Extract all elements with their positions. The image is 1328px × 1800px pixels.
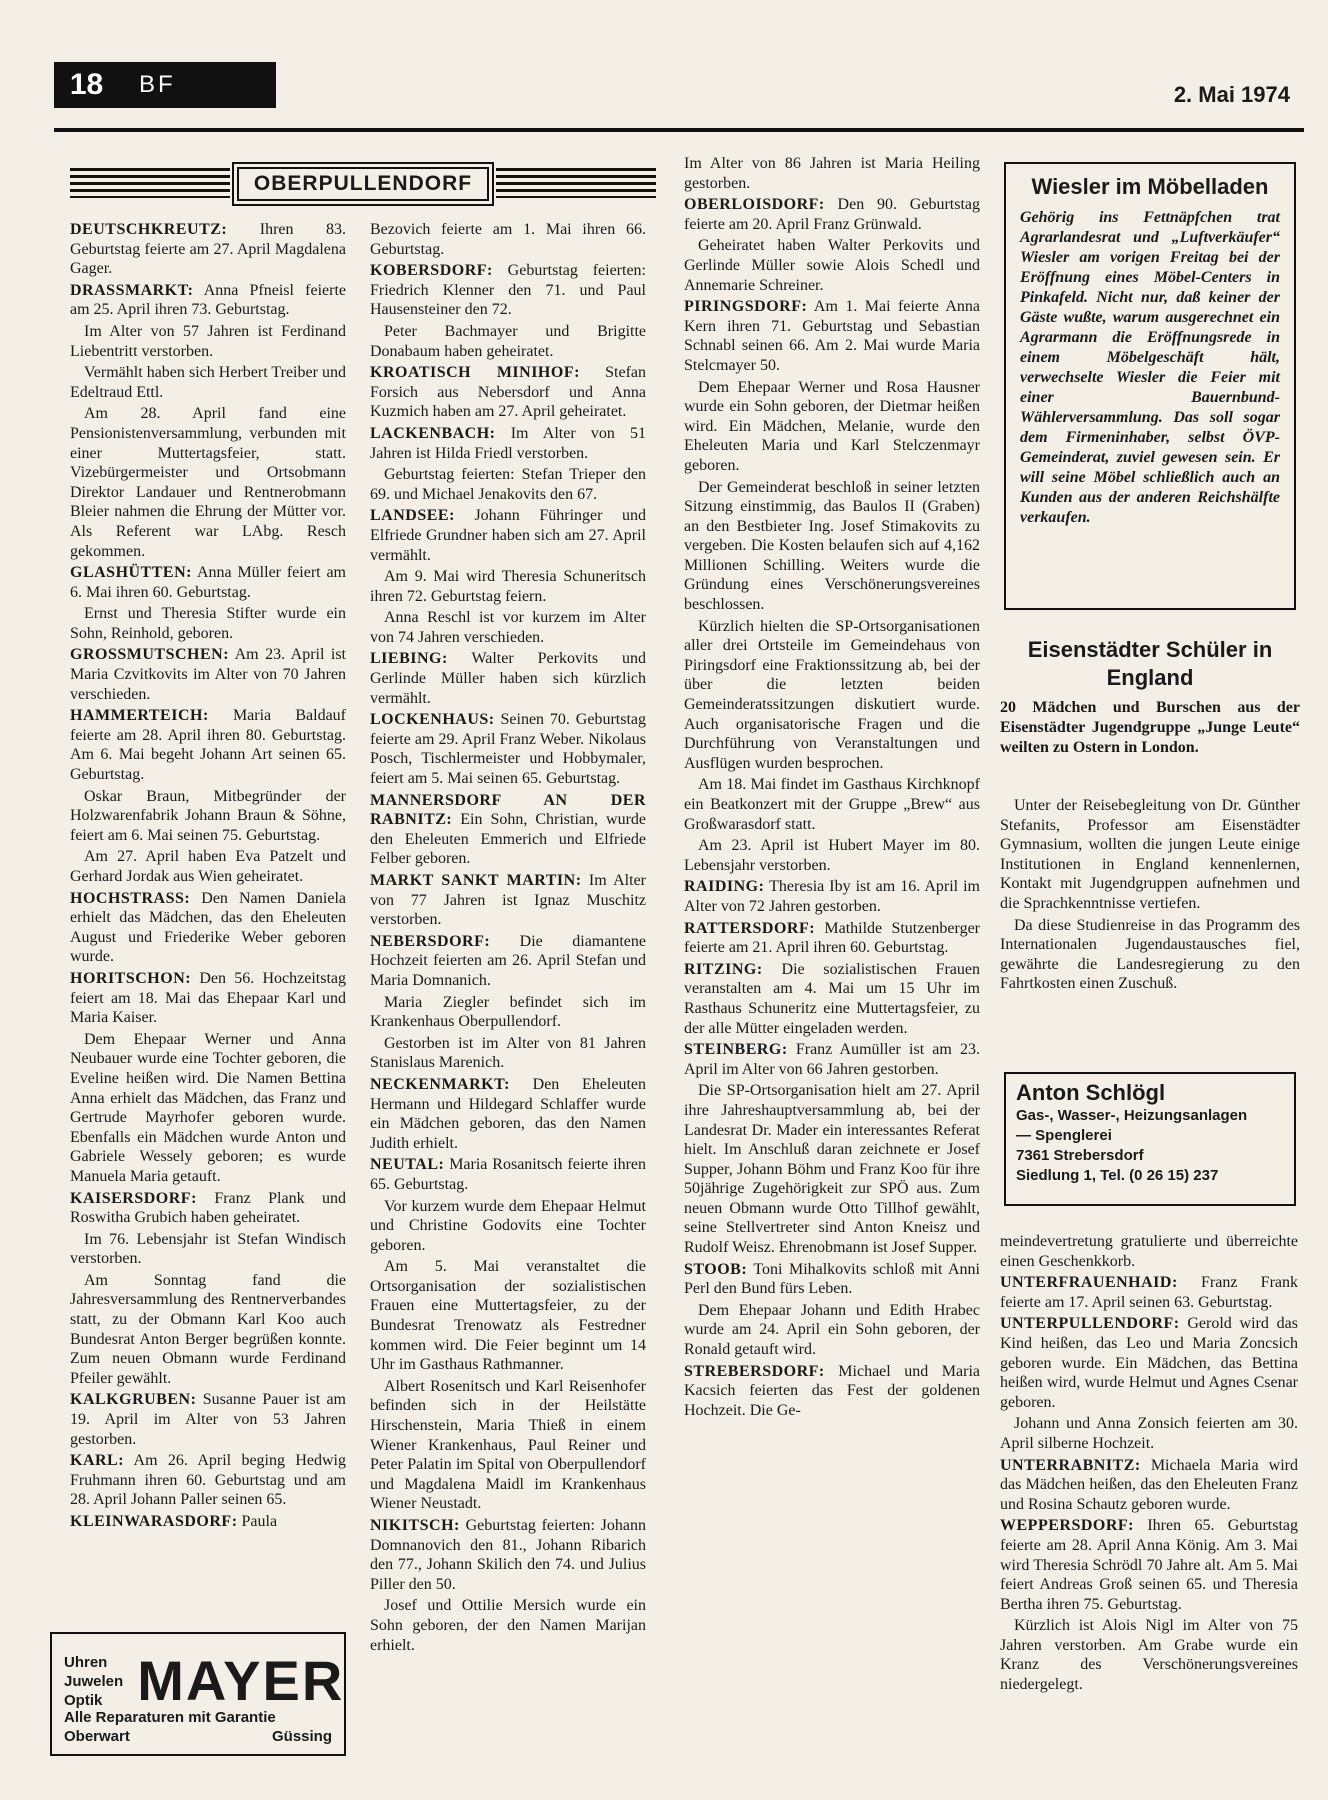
item-text: Maria Rosanitsch feierte ihren 65. Geburtstag.: [370, 1156, 646, 1193]
item-text: Ein Sohn, Christian, wurde den Eheleuten Emmerich und Elfriede Felber geboren.: [370, 811, 646, 868]
item-text: Albert Rosenitsch und Karl Reisenhofer befinden sich in der Heilstätte Hirschenstein, Maria Thieß in einem Wiener Krankenhaus, Paul Reiner und Peter Palatin im Spital von Oberpullendorf und Magdalena Maidl im Krankenhaus Wiener Neustadt.: [370, 1377, 646, 1513]
news-item: [70, 847, 346, 886]
item-text: Am Sonntag fand die Jahresversammlung des Rentnerverbandes statt, zu der Obmann Karl Koo auch Bundesrat Anton Berger begrüßen konnte. Zum neuen Obmann wurde Ferdinand Pfeiler gewählt.: [70, 1271, 346, 1387]
news-item: [684, 195, 980, 234]
news-item: [370, 993, 646, 1032]
news-item: [684, 1081, 980, 1257]
place-name: LOCKENHAUS:: [370, 711, 495, 729]
masthead-stripes-left: [70, 168, 230, 198]
place-name: RATTERSDORF:: [684, 919, 816, 937]
place-name: LACKENBACH:: [370, 424, 496, 442]
news-item: [370, 465, 646, 504]
england-body: [1000, 796, 1300, 996]
item-text: Geburtstag feierten: Friedrich Klenner den 71. und Paul Hausensteiner den 72.: [370, 262, 646, 319]
item-text: Anna Reschl ist vor kurzem im Alter von 74 Jahren verschieden.: [370, 609, 646, 646]
item-text: Vor kurzem wurde dem Ehepaar Helmut und Christine Godovits eine Tochter geboren.: [370, 1197, 646, 1254]
place-name: KAISERSDORF:: [70, 1189, 197, 1207]
page-number-box: [54, 62, 276, 108]
place-name: NEBERSDORF:: [370, 932, 491, 950]
news-item: [70, 969, 346, 1028]
column-1: [70, 220, 346, 1534]
news-item: [684, 960, 980, 1038]
news-item: [70, 563, 346, 602]
item-text: Oskar Braun, Mitbegründer der Holzwarenfabrik Johann Braun & Söhne, feiert am 6. Mai seinen 75. Geburtstag.: [70, 787, 346, 844]
wiesler-body: Gehörig ins Fettnäpfchen trat Agrarlandesrat und „Luftverkäufer“ Wiesler am vorigen Freitag bei der Eröffnung eines Möbel-Centers in Pinkafeld. Nicht nur, daß keiner der Gäste wußte, warum ausgerechnet ein Agrarmann die Eröffnungsrede in einem Möbelgeschäft hält, verwechselte Wiesler die Feier mit einer Bauernbund-Wählerversammlung. Das soll sogar dem Firmeninhaber, selbst ÖVP-Gemeinderat, zuviel gewesen sein. Er will seine Möbel schließlich auch an Kunden aus der anderen Reichshälfte verkaufen.: [1020, 209, 1280, 526]
mayer-left1: Uhren: [64, 1653, 108, 1671]
news-item: [70, 1189, 346, 1228]
item-text: Anna Pfneisl feierte am 25. April ihren 73. Geburtstag.: [70, 281, 346, 319]
item-text: Am 9. Mai wird Theresia Schuneritsch ihren 72. Geburtstag feiern.: [370, 568, 646, 605]
news-item: [70, 787, 346, 846]
news-item: [70, 706, 346, 784]
item-text: Kürzlich hielten die SP-Ortsorganisationen aller drei Ortsteile im Gemeindehaus von Piringsdorf eine Fraktionssitzung ab, bei der über die letzten beiden Gemeinderatssitzungen diskutiert wurde. Auch organisatorische Fragen und die Durchführung von Veranstaltungen und Ausflügen wurden besprochen.: [684, 617, 980, 772]
place-name: HAMMERTEICH:: [70, 707, 209, 725]
item-text: Dem Ehepaar Werner und Anna Neubauer wurde eine Tochter geboren, die Eveline heißen wird. Die Namen Bettina Anna erhielt das Mädchen, das Franz und Gertrude Mayrhofer geboren wurde. Ebenfalls ein Mädchen wurde Anton und Gabriele Wessely geboren; es wurde Manuela Maria getauft.: [70, 1030, 346, 1185]
ad-mayer: [50, 1632, 346, 1756]
item-text: Am 28. April fand eine Pensionistenversammlung, verbunden mit einer Muttertagsfeier, statt. Vizebürgermeister und Ortsobmann Direktor Landauer und Rentnerobmann Bleier nahmen die Ehrung der Mütter vor. Als Referent war LAbg. Resch gekommen.: [70, 405, 346, 560]
place-name: KALKGRUBEN:: [70, 1391, 197, 1409]
news-item: [684, 154, 980, 193]
item-text: Theresia Iby ist am 16. April im Alter von 72 Jahren gestorben.: [684, 878, 980, 915]
item-text: Gestorben ist im Alter von 81 Jahren Stanislaus Marenich.: [370, 1034, 646, 1072]
mayer-left2: Juwelen: [64, 1672, 124, 1690]
header-rule: [54, 128, 1304, 132]
news-item: [1000, 1273, 1298, 1312]
mayer-left3: Optik: [64, 1691, 103, 1709]
news-item: [684, 297, 980, 375]
mayer-town2: Güssing: [271, 1728, 332, 1745]
place-name: HOCHSTRASS:: [70, 889, 191, 907]
news-item: [370, 261, 646, 320]
place-name: STEINBERG:: [684, 1041, 788, 1059]
news-item: [1000, 1414, 1298, 1453]
place-name: KOBERSDORF:: [370, 262, 493, 280]
news-item: [684, 378, 980, 476]
item-text: Im Alter von 86 Jahren ist Maria Heiling gestorben.: [684, 155, 980, 192]
item-text: Toni Mihalkovits schloß mit Anni Perl den Bund fürs Leben.: [684, 1260, 980, 1298]
item-text: Im Alter von 77 Jahren ist Ignaz Muschitz verstorben.: [370, 872, 646, 929]
item-text: Stefan Forsich aus Nebersdorf und Anna Kuzmich haben am 27. April geheiratet.: [370, 364, 646, 421]
item-text: Am 5. Mai veranstaltet die Ortsorganisation der sozialistischen Frauen eine Muttertagsfeier, zu der Bundesrat Trenowatz als Festredner kommen wird. Die Feier beginnt um 14 Uhr im Gasthaus Rathmanner.: [370, 1258, 646, 1374]
ad-schloegl: [1004, 1072, 1296, 1206]
item-text: Seinen 70. Geburtstag feierte am 29. April Franz Weber. Nikolaus Posch, Tischlermeister und Hobbymaler, feiert am 5. Mai seinen 65. Geburtstag.: [370, 711, 646, 788]
news-item: [370, 322, 646, 361]
item-text: Johann und Anna Zonsich feierten am 30. April silberne Hochzeit.: [1000, 1415, 1298, 1452]
item-text: Am 18. Mai findet im Gasthaus Kirchknopf ein Beatkonzert mit der Gruppe „Brew“ aus Großwarasdorf statt.: [684, 776, 980, 833]
news-item: [684, 617, 980, 774]
page-number: 18: [57, 65, 119, 105]
item-text: Den 90. Geburtstag feierte am 20. April Franz Grünwald.: [684, 196, 980, 233]
england-paragraph: Da diese Studienreise in das Programm des Internationalen Jugendaustausches fiel, gewährte die Landesregierung zu den Fahrtkosten einen Zuschuß.: [1000, 916, 1300, 993]
item-text: Im Alter von 51 Jahren ist Hilda Friedl verstorben.: [370, 424, 646, 462]
mayer-town1: Oberwart: [64, 1728, 130, 1745]
news-item: [370, 1377, 646, 1514]
place-name: UNTERPULLENDORF:: [1000, 1315, 1180, 1333]
wiesler-title: Wiesler im Möbelladen: [1031, 174, 1269, 199]
news-item: [1000, 1616, 1298, 1694]
place-name: DEUTSCHKREUTZ:: [70, 221, 228, 238]
item-text: Geburtstag feierten: Johann Domnanovich den 81., Johann Ribarich den 77., Johann Skilich den 74. und Julius Piller den 50.: [370, 1517, 646, 1593]
masthead-title: OBERPULLENDORF: [237, 167, 489, 201]
item-text: Peter Bachmayer und Brigitte Donabaum haben geheiratet.: [370, 322, 646, 360]
item-text: Walter Perkovits und Gerlinde Müller haben sich kürzlich vermählt.: [370, 650, 646, 707]
place-name: PIRINGSDORF:: [684, 298, 808, 316]
news-item: [370, 1197, 646, 1256]
england-headline: Eisenstädter Schüler in England: [1027, 637, 1273, 690]
item-text: Die sozialistischen Frauen veranstalten am 4. Mai um 15 Uhr im Rasthaus Schuneritz eine Muttertagsfeier, zu der alle Mütter eingeladen werden.: [684, 960, 980, 1037]
news-item: [70, 1451, 346, 1510]
news-item: [70, 1390, 346, 1449]
news-item: [70, 220, 346, 279]
commentary-box-wiesler: [1004, 162, 1296, 610]
schloegl-line4: Siedlung 1, Tel. (0 26 15) 237: [1016, 1167, 1219, 1184]
news-item: [370, 1155, 646, 1194]
news-item: [684, 775, 980, 834]
schloegl-line3: 7361 Strebersdorf: [1016, 1147, 1144, 1164]
news-item: [370, 649, 646, 708]
item-text: Ernst und Theresia Stifter wurde ein Sohn, Reinhold, geboren.: [70, 605, 346, 642]
news-item: [370, 1516, 646, 1594]
news-item: [684, 478, 980, 615]
item-text: Im Alter von 57 Jahren ist Ferdinand Liebentritt verstorben.: [70, 322, 346, 360]
news-item: [370, 424, 646, 463]
news-item: [1000, 1232, 1298, 1271]
news-item: [70, 889, 346, 967]
mayer-footer: [64, 1708, 332, 1746]
place-name: NECKENMARKT:: [370, 1075, 510, 1093]
item-text: Am 1. Mai feierte Anna Kern ihren 71. Geburtstag und Sebastian Schnabl seinen 66. Am 2. Mai wurde Maria Stelcmayer 50.: [684, 298, 980, 374]
item-text: Im 76. Lebensjahr ist Stefan Windisch verstorben.: [70, 1230, 346, 1268]
masthead-box: [232, 162, 494, 206]
item-text: Ihren 65. Geburtstag feierte am 28. April Anna König. Am 3. Mai wird Theresia Schrödl 70 Jahre alt. Am 5. Mai feiert Andreas Groß seinen 65. und Theresia Bertha ihren 75. Geburtstag.: [1000, 1517, 1298, 1613]
schloegl-line1: Gas-, Wasser-, Heizungsanlagen: [1016, 1107, 1248, 1124]
item-text: Vermählt haben sich Herbert Treiber und Edeltraud Ettl.: [70, 364, 346, 401]
item-text: Kürzlich ist Alois Nigl im Alter von 75 Jahren verstorben. Am Grabe wurde ein Kranz des Verschönerungsvereines niedergelegt.: [1000, 1617, 1298, 1694]
news-item: [370, 1257, 646, 1375]
masthead-stripes-right: [496, 168, 656, 198]
place-name: OBERLOISDORF:: [684, 196, 825, 214]
news-item: [70, 322, 346, 361]
england-paragraph: Unter der Reisebegleitung von Dr. Günther Stefanits, Professor am Eisenstädter Gymnasium, wollten die jungen Leute einige Institutionen in England kennenlernen, Kontakt mit Jugendgruppen aufnehmen und die Sprachkenntnisse vertiefen.: [1000, 797, 1300, 912]
news-item: [684, 1301, 980, 1360]
mayer-name: MAYER: [137, 1648, 345, 1712]
item-text: Anna Müller feiert am 6. Mai ihren 60. Geburtstag.: [70, 564, 346, 601]
item-text: Am 23. April ist Hubert Mayer im 80. Lebensjahr verstorben.: [684, 837, 980, 874]
place-name: UNTERRABNITZ:: [1000, 1456, 1141, 1474]
news-item: [684, 1362, 980, 1421]
place-name: RITZING:: [684, 960, 763, 978]
news-item: [70, 604, 346, 643]
item-text: Ihren 83. Geburtstag feierte am 27. April Magdalena Gager.: [70, 221, 346, 278]
mayer-left: [64, 1653, 123, 1710]
place-name: MANNERSDORF AN DER RABNITZ:: [370, 791, 646, 829]
item-text: Den Namen Daniela erhielt das Mädchen, das den Eheleuten August und Friederike Weber geboren wurde.: [70, 889, 346, 966]
item-text: meindevertretung gratulierte und überreichte einen Geschenkkorb.: [1000, 1233, 1298, 1270]
column-2: [370, 220, 646, 1657]
section-masthead: [70, 162, 656, 206]
item-text: Franz Aumüller ist am 23. April im Alter von 66 Jahren gestorben.: [684, 1041, 980, 1078]
item-text: Dem Ehepaar Werner und Rosa Hausner wurde ein Sohn geboren, der Dietmar heißen wird. Ein Mädchen, Melanie, wurde den Eheleuten Maria und Karl Stelczenmayr geboren.: [684, 378, 980, 474]
news-item: [1000, 1314, 1298, 1412]
schloegl-line2: — Spenglerei: [1016, 1127, 1112, 1144]
news-item: [1000, 1516, 1298, 1614]
item-text: Franz Frank feierte am 17. April seinen 63. Geburtstag.: [1000, 1274, 1298, 1311]
news-item: [370, 871, 646, 930]
item-text: Michael und Maria Kacsich feierten das Fest der goldenen Hochzeit. Die Ge-: [684, 1362, 980, 1419]
item-text: Susanne Pauer ist am 19. April im Alter von 53 Jahren gestorben.: [70, 1391, 346, 1448]
mayer-foot1: Alle Reparaturen mit Garantie: [64, 1709, 276, 1726]
item-text: Die SP-Ortsorganisation hielt am 27. April ihre Jahreshauptversammlung ab, bei der Landesrat Dr. Mader ein interessantes Referat hielt. Im Anschluß daran zeichnete er Josef Supper, Johann Böhm und Franz Koo für ihre 50jährige Zugehörigkeit zur SPÖ aus. Zum neuen Obmann wurde Otto Tillhof gewählt, seine Stellvertreter sind Anton Kneisz und Rudolf Weisz. Ehrenobmann ist Josef Supper.: [684, 1082, 980, 1257]
item-text: Geheiratet haben Walter Perkovits und Gerlinde Müller sowie Alois Schedl und Annemarie Schreiner.: [684, 237, 980, 294]
place-name: KLEINWARASDORF:: [70, 1513, 238, 1530]
news-item: [370, 1034, 646, 1073]
item-text: Am 26. April beging Hedwig Fruhmann ihren 60. Geburtstag und am 28. April Johann Paller seinen 65.: [70, 1452, 346, 1509]
column-4-bottom: [1000, 1232, 1298, 1697]
item-text: Paula: [237, 1513, 278, 1530]
place-name: GLASHÜTTEN:: [70, 564, 192, 582]
place-name: STREBERSDORF:: [684, 1362, 825, 1380]
item-text: Geburtstag feierten: Stefan Trieper den 69. und Michael Jenakovits den 67.: [370, 466, 646, 503]
news-item: [70, 1230, 346, 1269]
news-item: [684, 877, 980, 916]
news-item: [684, 836, 980, 875]
page-header: [54, 62, 1304, 110]
item-text: Michaela Maria wird das Mädchen heißen, das den Eheleuten Franz und Rosina Schautz geboren wurde.: [1000, 1456, 1298, 1513]
news-item: [370, 567, 646, 606]
item-text: Bezovich feierte am 1. Mai ihren 66. Geburtstag.: [370, 221, 646, 258]
item-text: Franz Plank und Roswitha Grubich haben geheiratet.: [70, 1189, 346, 1227]
news-item: [70, 363, 346, 402]
item-text: Am 23. April ist Maria Czvitkovits im Alter von 70 Jahren verschieden.: [70, 646, 346, 703]
item-text: Dem Ehepaar Johann und Edith Hrabec wurde am 24. April ein Sohn geboren, der Ronald getauft wird.: [684, 1301, 980, 1359]
place-name: UNTERFRAUENHAID:: [1000, 1274, 1178, 1292]
place-name: GROSSMUTSCHEN:: [70, 646, 230, 664]
item-text: Maria Ziegler befindet sich im Krankenhaus Oberpullendorf.: [370, 993, 646, 1031]
place-name: NEUTAL:: [370, 1156, 445, 1174]
news-item: [70, 1512, 346, 1532]
item-text: Johann Führinger und Elfriede Grundner haben sich am 27. April vermählt.: [370, 507, 646, 564]
place-name: WEPPERSDORF:: [1000, 1517, 1134, 1535]
place-name: LIEBING:: [370, 650, 448, 668]
news-item: [684, 919, 980, 958]
place-name: NIKITSCH:: [370, 1517, 460, 1534]
news-item: [70, 404, 346, 561]
section-label: BF: [139, 71, 176, 98]
place-name: STOOB:: [684, 1260, 748, 1278]
news-item: [370, 363, 646, 422]
place-name: KARL:: [70, 1452, 125, 1470]
item-text: Den 56. Hochzeitstag feiert am 18. Mai das Ehepaar Karl und Maria Kaiser.: [70, 969, 346, 1027]
place-name: DRASSMARKT:: [70, 281, 194, 299]
item-text: Gerold wird das Kind heißen, das Leo und Maria Zoncsich geboren wurde. Ein Mädchen, das Bettina heißen wird, wurde Helmut und Agnes Csenar geboren.: [1000, 1315, 1298, 1411]
news-item: [70, 1030, 346, 1187]
place-name: LANDSEE:: [370, 507, 455, 525]
news-item: [370, 608, 646, 647]
place-name: RAIDING:: [684, 878, 765, 896]
item-text: Am 27. April haben Eva Patzelt und Gerhard Jordak aus Wien geheiratet.: [70, 848, 346, 885]
news-item: [70, 281, 346, 320]
item-text: Die diamantene Hochzeit feierten am 26. April Stefan und Maria Domnanich.: [370, 932, 646, 989]
schloegl-name: Anton Schlögl: [1016, 1080, 1166, 1105]
place-name: KROATISCH MINIHOF:: [370, 364, 580, 382]
item-text: Mathilde Stutzenberger feierte am 21. April ihren 60. Geburtstag.: [684, 919, 980, 957]
item-text: Josef und Ottilie Mersich wurde ein Sohn geboren, der den Namen Marijan erhielt.: [370, 1597, 646, 1654]
news-item: [684, 1260, 980, 1299]
news-item: [370, 506, 646, 565]
place-name: MARKT SANKT MARTIN:: [370, 872, 582, 889]
place-name: HORITSCHON:: [70, 969, 192, 987]
news-item: [684, 236, 980, 295]
column-3: [684, 154, 980, 1422]
news-item: [370, 932, 646, 991]
news-item: [684, 1040, 980, 1079]
news-item: [70, 645, 346, 704]
news-item: [370, 220, 646, 259]
news-item: [70, 1271, 346, 1389]
item-text: Der Gemeinderat beschloß in seiner letzten Sitzung einstimmig, das Baulos II (Graben) an den Bestbieter Ing. Josef Stimakovits zu vergeben. Die Kosten belaufen sich auf 4,162 Millionen Schilling. Weiters wurde die Gründung eines Verschönerungsvereines beschlossen.: [684, 478, 980, 614]
england-lead: 20 Mädchen und Burschen aus der Eisenstädter Jugendgruppe „Junge Leute“ weilten zu Ostern in London.: [1000, 699, 1300, 756]
news-item: [370, 791, 646, 869]
item-text: Maria Baldauf feierte am 28. April ihren 80. Geburtstag. Am 6. Mai begeht Johann Art seinen 65. Geburtstag.: [70, 707, 346, 784]
news-item: [370, 710, 646, 788]
news-item: [370, 1596, 646, 1655]
issue-date: 2. Mai 1974: [1173, 82, 1290, 107]
item-text: Den Eheleuten Hermann und Hildegard Schlaffer wurde ein Mädchen geboren, das den Namen Judith erhielt.: [370, 1075, 646, 1152]
news-item: [1000, 1456, 1298, 1515]
news-item: [370, 1075, 646, 1153]
